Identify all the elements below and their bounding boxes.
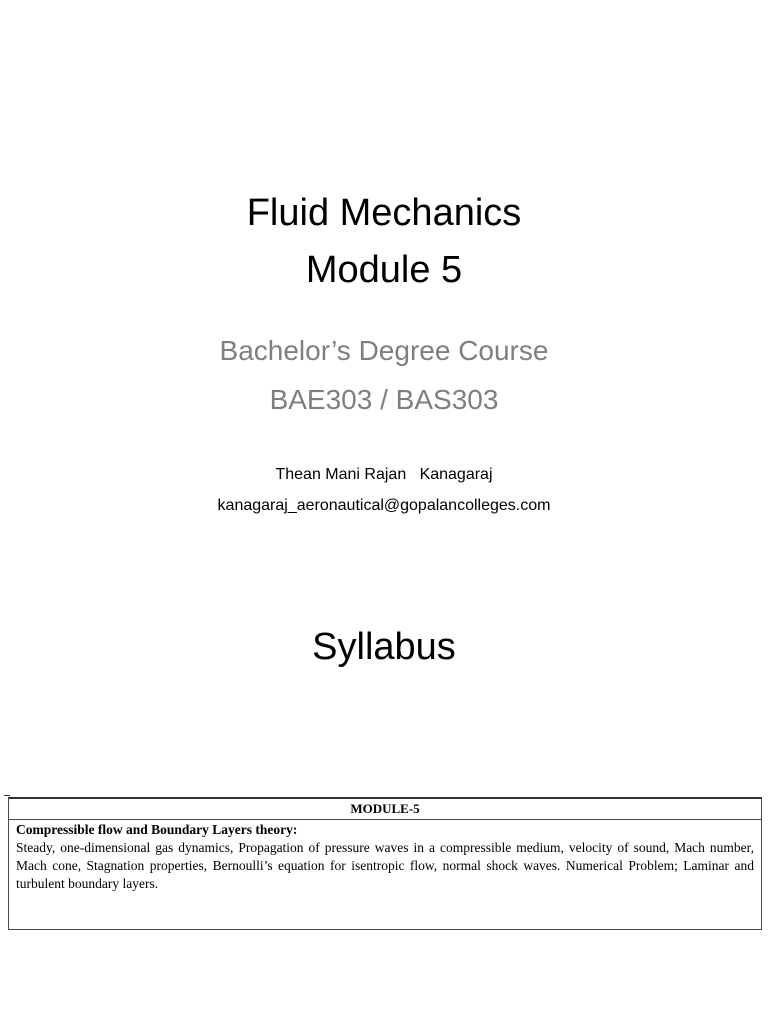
slide-title-line-1: Fluid Mechanics: [246, 192, 522, 234]
course-code: BAE303 / BAS303: [269, 384, 499, 415]
table-edge-mark: [4, 795, 10, 796]
syllabus-table-body: [9, 820, 761, 893]
syllabus-table: [8, 797, 762, 930]
slide-title-line-2: Module 5: [305, 249, 463, 291]
author-name: Thean Mani Rajan Kanagaraj: [275, 466, 493, 483]
module-label: MODULE-5: [9, 799, 761, 820]
course-name: Bachelor’s Degree Course: [219, 335, 549, 366]
syllabus-heading: Syllabus: [312, 626, 456, 668]
author-email: kanagaraj_aeronautical@gopalancolleges.com: [217, 497, 551, 514]
topic-text: Steady, one-dimensional gas dynamics, Propagation of pressure waves in a compressible medium, velocity of sound, Mach number, Mach cone, Stagnation properties, Bernoulli’s equation for isentropic flow, normal shock waves. Numerical Problem; Laminar and turbulent boundary layers.: [16, 840, 754, 891]
topic-heading: Compressible flow and Boundary Layers theory:: [16, 822, 298, 837]
